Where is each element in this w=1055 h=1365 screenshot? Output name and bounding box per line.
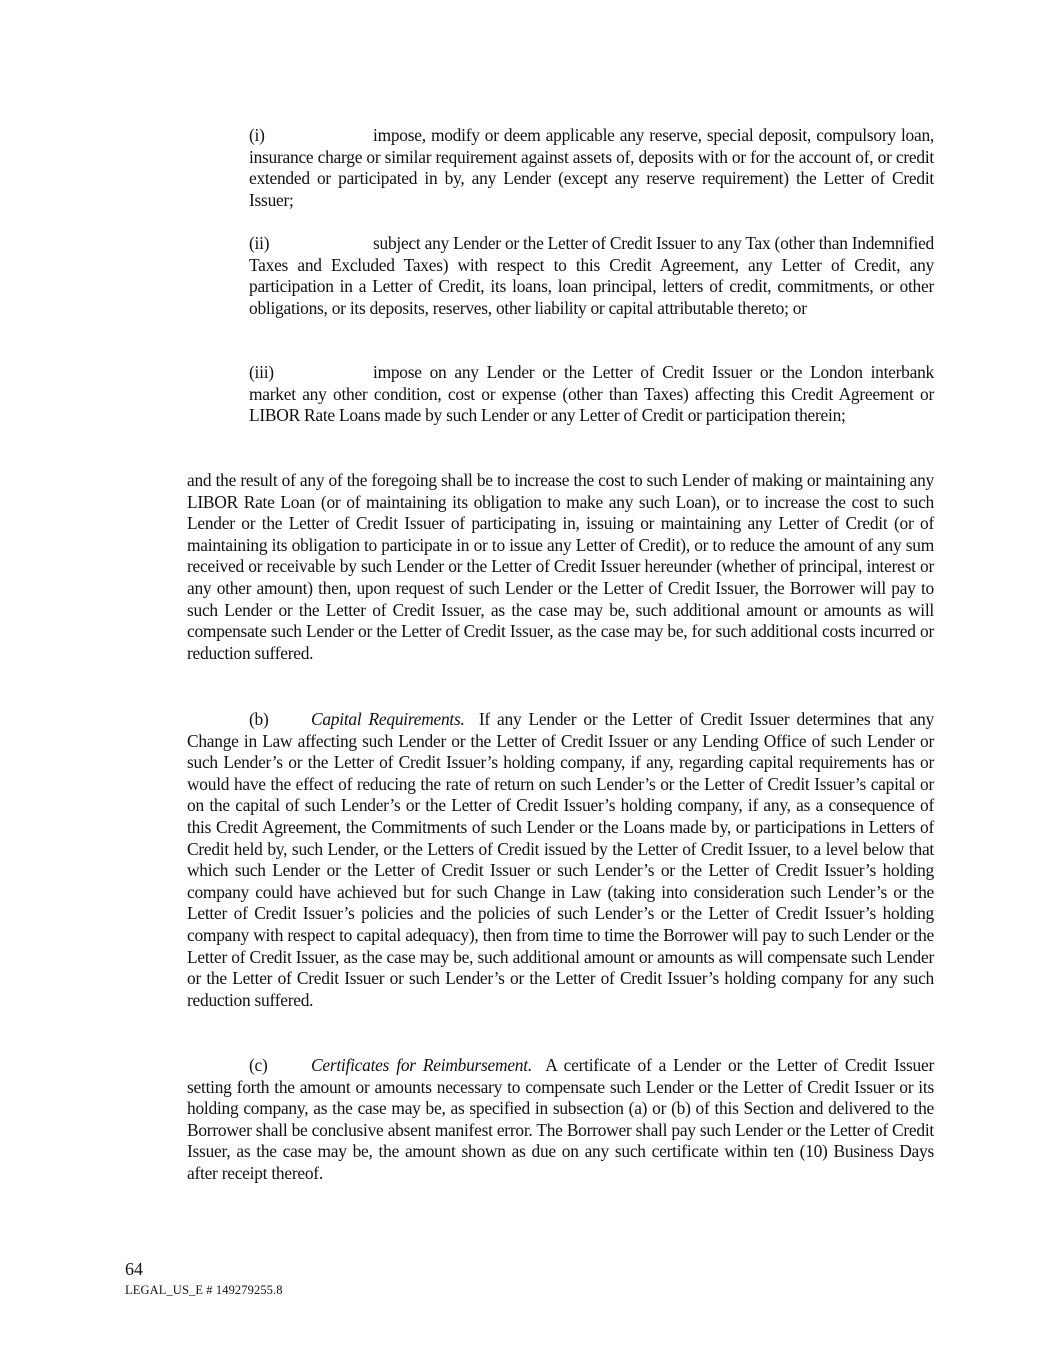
clause-iii (249, 362, 934, 427)
continuation-paragraph: and the result of any of the foregoing shall be to increase the cost to such Lender of making or maintaining any LIBOR Rate Loan (or of maintaining its obligation to make any such Loan), or to increase the cost to such Lender or the Letter of Credit Issuer of participating in, issuing or maintaining any Letter of Credit (or of maintaining its obligation to participate in or to issue any Letter of Credit), or to reduce the amount of any sum received or receivable by such Lender or the Letter of Credit Issuer hereunder (whether of principal, interest or any other amount) then, upon request of such Lender or the Letter of Credit Issuer, the Borrower will pay to such Lender or the Letter of Credit Issuer, as the case may be, such additional amount or amounts as will compensate such Lender or the Letter of Credit Issuer, as the case may be, for such additional costs incurred or reduction suffered. (187, 470, 934, 663)
document-id: LEGAL_US_E # 149279255.8 (125, 1283, 283, 1297)
section-b-text: If any Lender or the Letter of Credit Issuer determines that any Change in Law affecting such Lender or the Letter of Credit Issuer or any Lending Office of such Lender or such Lender’s or the Letter of Credit Issuer’s holding company, if any, regarding capital requirements has or would have the effect of reducing the rate of return on such Lender’s or the Letter of Credit Issuer’s capital or on the capital of such Lender’s or the Letter of Credit Issuer’s holding company, if any, as a consequence of this Credit Agreement, the Commitments of such Lender or the Loans made by, or participations in Letters of Credit held by, such Lender, or the Letters of Credit issued by the Letter of Credit Issuer, to a level below that which such Lender or the Letter of Credit Issuer or such Lender’s or the Letter of Credit Issuer’s holding company could have achieved but for such Change in Law (taking into consideration such Lender’s or the Letter of Credit Issuer’s policies and the policies of such Lender’s or the Letter of Credit Issuer’s holding company with respect to capital adequacy), then from time to time the Borrower will pay to such Lender or the Letter of Credit Issuer, as the case may be, such additional amount or amounts as will compensate such Lender or the Letter of Credit Issuer or such Lender’s or the Letter of Credit Issuer’s holding company for any such reduction suffered. (187, 709, 934, 1010)
section-b (187, 709, 934, 1011)
page-number: 64 (125, 1259, 143, 1279)
section-c-text: A certificate of a Lender or the Letter of Credit Issuer setting forth the amount or amounts necessary to compensate such Lender or the Letter of Credit Issuer or its holding company, as the case may be, as specified in subsection (a) or (b) of this Section and delivered to the Borrower shall be conclusive absent manifest error. The Borrower shall pay such Lender or the Letter of Credit Issuer, as the case may be, the amount shown as due on any such certificate within ten (10) Business Days after receipt thereof. (187, 1055, 934, 1183)
clause-iii-number: (iii) (249, 362, 274, 382)
section-c (187, 1055, 934, 1185)
clause-iii-text: impose on any Lender or the Letter of Credit Issuer or the London interbank market any other condition, cost or expense (other than Taxes) affecting this Credit Agreement or LIBOR Rate Loans made by such Lender or any Letter of Credit or participation therein; (249, 362, 934, 426)
clause-ii-text: subject any Lender or the Letter of Credit Issuer to any Tax (other than Indemnified Taxes and Excluded Taxes) with respect to this Credit Agreement, any Letter of Credit, any participation in a Letter of Credit, its loans, loan principal, letters of credit, commitments, or other obligations, or its deposits, reserves, other liability or capital attributable thereto; or (249, 233, 934, 318)
section-c-number: (c) (249, 1055, 268, 1075)
section-c-heading: Certificates for Reimbursement. (311, 1055, 532, 1075)
clause-ii (249, 233, 934, 319)
clause-i-number: (i) (249, 125, 265, 145)
section-b-number: (b) (249, 709, 269, 729)
clause-i (249, 125, 934, 211)
clause-i-text: impose, modify or deem applicable any reserve, special deposit, compulsory loan, insurance charge or similar requirement against assets of, deposits with or for the account of, or credit extended or participated in by, any Lender (except any reserve requirement) the Letter of Credit Issuer; (249, 125, 934, 210)
section-b-heading: Capital Requirements. (311, 709, 465, 729)
clause-ii-number: (ii) (249, 233, 270, 253)
